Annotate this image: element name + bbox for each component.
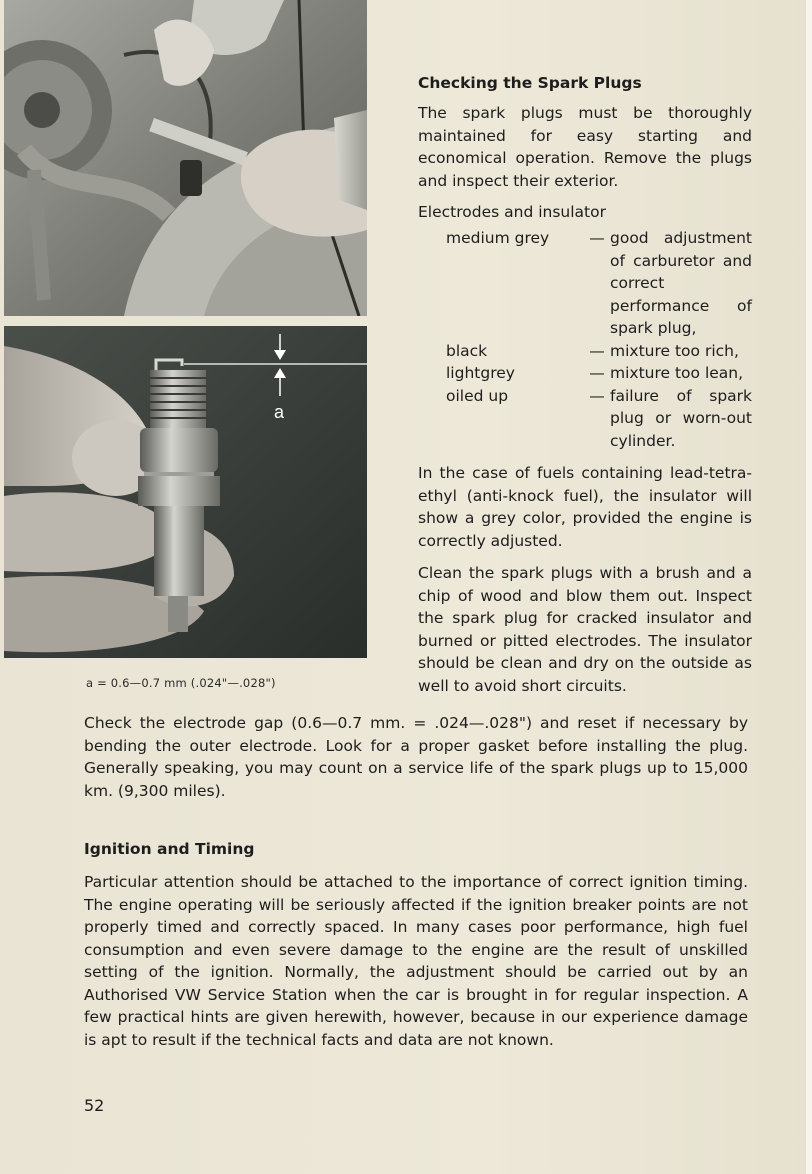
dash: — [589,229,605,247]
ignition-heading: Ignition and Timing [84,840,255,858]
spark-plug-photo [4,326,367,658]
page-edge [806,0,812,1174]
list-item [418,227,752,340]
fuel-note-paragraph: In the case of fuels containing lead-tetra-ethyl (anti-knock fuel), the insulator will show a grey color, provided the engine is correctly adjusted. [418,464,752,550]
dash: — [589,364,605,382]
engine-photo [4,0,367,316]
dash: — [589,341,605,360]
condition-desc: good adjustment of carburetor and correct performance of spark plug, [610,229,752,337]
intro-paragraph: The spark plugs must be thoroughly maintained for easy starting and economical operation. Remove the plugs and inspect their exterior. [418,104,752,190]
condition-term: black [446,341,488,360]
condition-desc: mixture too rich, [610,341,739,360]
condition-list [418,227,752,452]
condition-term: oiled up [446,386,509,405]
page-number: 52 [84,1096,105,1115]
list-item [418,385,752,453]
list-item [418,362,752,385]
section-heading: Checking the Spark Plugs [418,74,642,92]
subheading: Electrodes and insulator [418,203,606,221]
condition-desc: mixture too lean, [610,364,744,382]
condition-term: lightgrey [446,364,515,382]
condition-desc: failure of spark plug or worn-out cylinder. [610,386,752,450]
cleaning-paragraph: Clean the spark plugs with a brush and a chip of wood and blow them out. Inspect the spark plug for cracked insulator and burned or pitted electrodes. The insulator should be clean and dry on the outside as well to avoid short circuits. [418,564,752,695]
dash: — [589,386,605,405]
ignition-paragraph: Particular attention should be attached to the importance of correct ignition timing. The engine operating will be seriously affected if the ignition breaker points are not properly timed and correctly spaced. In many cases poor performance, high fuel consumption and even severe damage to the engine are the result of unskilled setting of the ignition. Normally, the adjustment should be carried out by an Authorised VW Service Station when the car is brought in for regular inspection. A few practical hints are given herewith, however, because in our experience damage is apt to result if the technical facts and data are not known. [84,873,748,1049]
figure-caption: a = 0.6—0.7 mm (.024"—.028") [86,676,276,690]
condition-term: medium grey [446,229,550,247]
list-item [418,340,752,363]
spark-plugs-section [418,74,752,697]
electrode-gap-paragraph: Check the electrode gap (0.6—0.7 mm. = .024—.028") and reset if necessary by bending the outer electrode. Look for a proper gasket before installing the plug. Generally speaking, you may count on a service life of the spark plugs up to 15,000 km. (9,300 miles). [84,714,748,800]
gap-label: a [274,402,285,422]
